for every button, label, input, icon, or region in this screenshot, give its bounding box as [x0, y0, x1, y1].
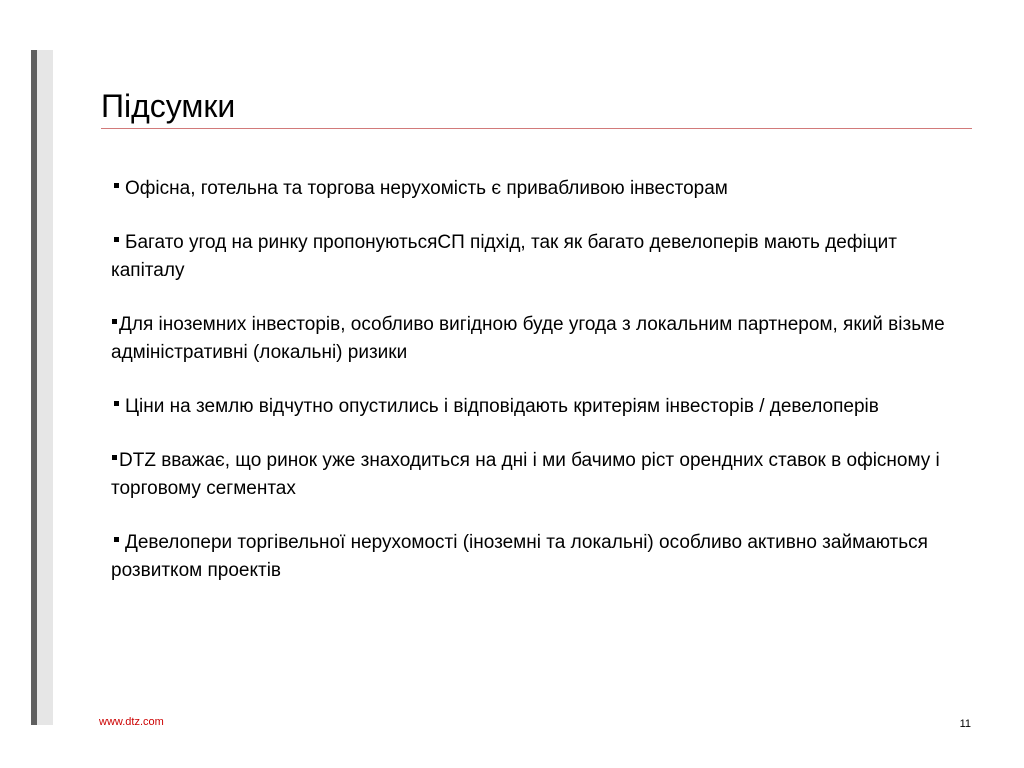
- square-bullet-icon: [114, 401, 119, 406]
- square-bullet-icon: [112, 319, 117, 324]
- square-bullet-icon: [114, 237, 119, 242]
- bullet-text: Для іноземних інвесторів, особливо вигідною буде угода з локальним партнером, який візьме адміністративні (локальні) ризики: [111, 314, 945, 363]
- bullet-text: Багато угод на ринку пропонуютьсяСП підхід, так як багато девелоперів мають дефіцит капіталу: [111, 232, 897, 281]
- bullet-text: DTZ вважає, що ринок уже знаходиться на дні і ми бачимо ріст орендних ставок в офісному і торговому сегментах: [111, 450, 940, 499]
- bullet-item: [111, 175, 971, 203]
- square-bullet-icon: [114, 183, 119, 188]
- square-bullet-icon: [114, 537, 119, 542]
- bullet-item: [111, 229, 971, 285]
- square-bullet-icon: [112, 455, 117, 460]
- bullet-item: [111, 529, 971, 585]
- left-decorative-bar-edge: [31, 50, 37, 725]
- footer-website-link[interactable]: www.dtz.com: [99, 716, 164, 728]
- bullet-text: Девелопери торгівельної нерухомості (іноземні та локальні) особливо активно займаються розвитком проектів: [111, 532, 928, 581]
- title-divider: [101, 128, 972, 129]
- bullet-item: [111, 311, 971, 367]
- bullet-text: Ціни на землю відчутно опустились і відповідають критеріям інвесторів / девелоперів: [125, 396, 879, 417]
- slide-title: Підсумки: [101, 88, 236, 124]
- bullet-item: [111, 393, 971, 421]
- bullet-list: [111, 175, 971, 611]
- page-number: 11: [959, 718, 971, 730]
- bullet-item: [111, 447, 971, 503]
- bullet-text: Офісна, готельна та торгова нерухомість є привабливою інвесторам: [125, 178, 728, 199]
